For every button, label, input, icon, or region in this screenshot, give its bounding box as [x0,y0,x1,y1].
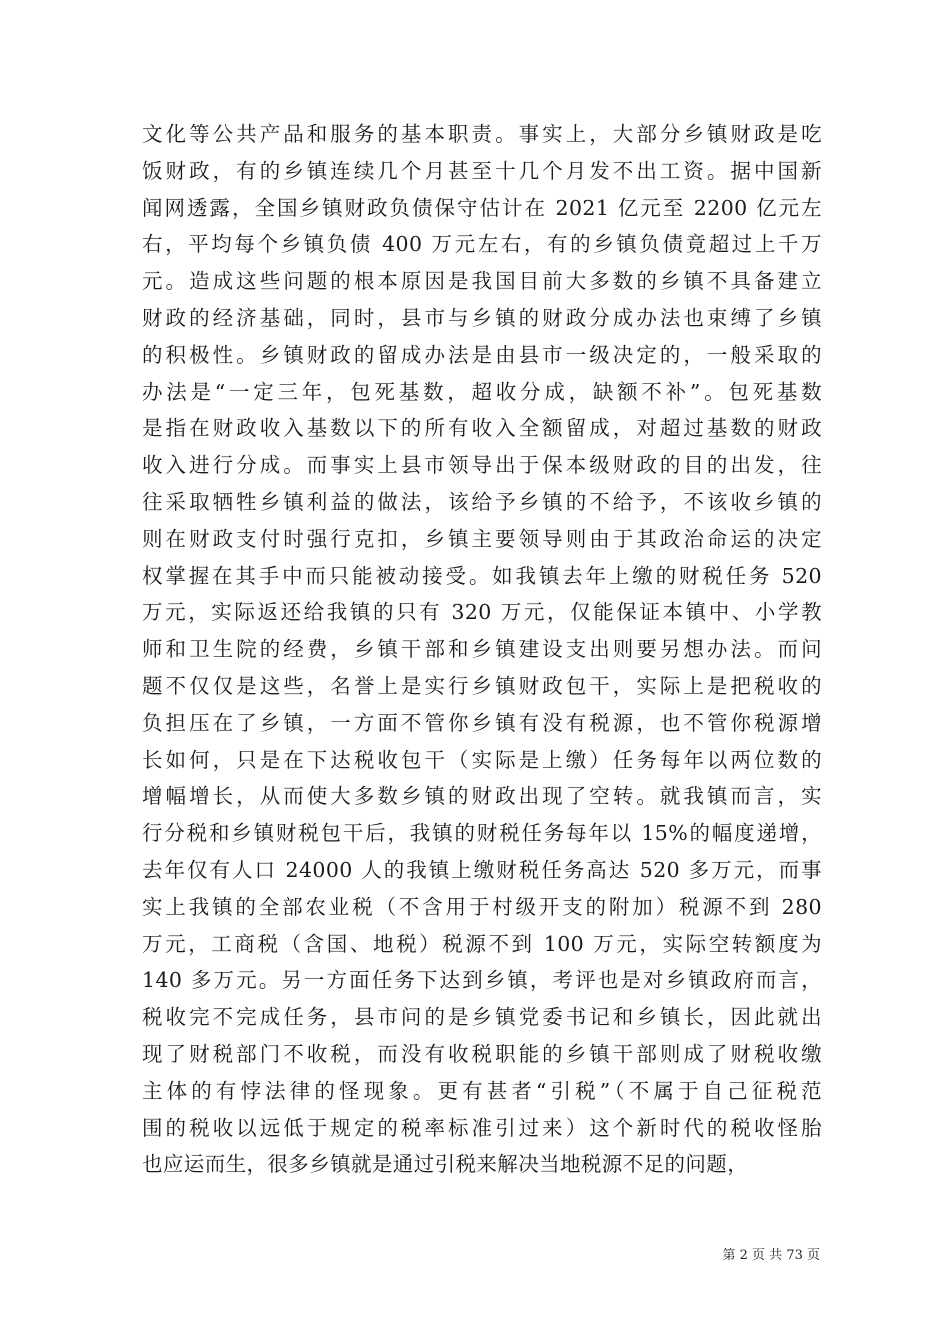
text-line: 权掌握在其手中而只能被动接受。如我镇去年上缴的财税任务 520 [142,563,822,588]
text-line: 收入进行分成。而事实上县市领导出于保本级财政的目的出发，往 [142,453,822,478]
text-line: 文化等公共产品和服务的基本职责。事实上，大部分乡镇财政是吃 [142,122,822,146]
text-line: 元。造成这些问题的根本原因是我国目前大多数的乡镇不具备建立 [142,269,822,294]
text-line: 增幅增长，从而使大多数乡镇的财政出现了空转。就我镇而言，实 [142,784,822,809]
text-line: 140 多万元。另一方面任务下达到乡镇，考评也是对乡镇政府而言， [142,968,822,993]
text-line: 财政的经济基础，同时，县市与乡镇的财政分成办法也束缚了乡镇 [142,305,822,330]
text-line: 负担压在了乡镇，一方面不管你乡镇有没有税源，也不管你税源增 [142,710,822,735]
text-line: 主体的有悖法律的怪现象。更有甚者“引税”（不属于自己征税范 [142,1078,822,1103]
text-line: 实上我镇的全部农业税（不含用于村级开支的附加）税源不到 280 [142,894,822,919]
text-line: 右，平均每个乡镇负债 400 万元左右，有的乡镇负债竟超过上千万 [142,232,822,257]
text-line: 题不仅仅是这些，名誉上是实行乡镇财政包干，实际上是把税收的 [142,673,822,698]
text-line: 行分税和乡镇财税包干后，我镇的财税任务每年以 15%的幅度递增， [142,821,822,846]
body-text [142,116,822,1183]
text-line: 去年仅有人口 24000 人的我镇上缴财税任务高达 520 多万元，而事 [142,857,822,882]
text-line: 现了财税部门不收税，而没有收税职能的乡镇干部则成了财税收缴 [142,1041,822,1066]
text-line: 闻网透露，全国乡镇财政负债保守估计在 2021 亿元至 2200 亿元左 [142,195,822,220]
text-line: 税收完不完成任务，县市问的是乡镇党委书记和乡镇长，因此就出 [142,1005,822,1030]
text-line: 的积极性。乡镇财政的留成办法是由县市一级决定的，一般采取的 [142,342,822,367]
text-line: 万元，实际返还给我镇的只有 320 万元，仅能保证本镇中、小学教 [142,600,822,625]
text-line: 是指在财政收入基数以下的所有收入全额留成，对超过基数的财政 [142,416,822,441]
text-line: 则在财政支付时强行克扣，乡镇主要领导则由于其政治命运的决定 [142,526,822,551]
text-line: 也应运而生，很多乡镇就是通过引税来解决当地税源不足的问题， [142,1152,749,1177]
text-line: 围的税收以远低于规定的税率标准引过来）这个新时代的税收怪胎 [142,1115,822,1140]
text-line: 师和卫生院的经费，乡镇干部和乡镇建设支出则要另想办法。而问 [142,637,822,662]
text-line: 办法是“一定三年，包死基数，超收分成，缺额不补”。包死基数 [142,379,822,404]
text-line: 万元，工商税（含国、地税）税源不到 100 万元，实际空转额度为 [142,931,822,956]
text-line: 长如何，只是在下达税收包干（实际是上缴）任务每年以两位数的 [142,747,822,772]
text-line: 往采取牺牲乡镇利益的做法，该给予乡镇的不给予，不该收乡镇的 [142,489,822,514]
text-line: 饭财政，有的乡镇连续几个月甚至十几个月发不出工资。据中国新 [142,158,822,183]
page-number: 第 2 页 共 73 页 [722,1248,820,1263]
